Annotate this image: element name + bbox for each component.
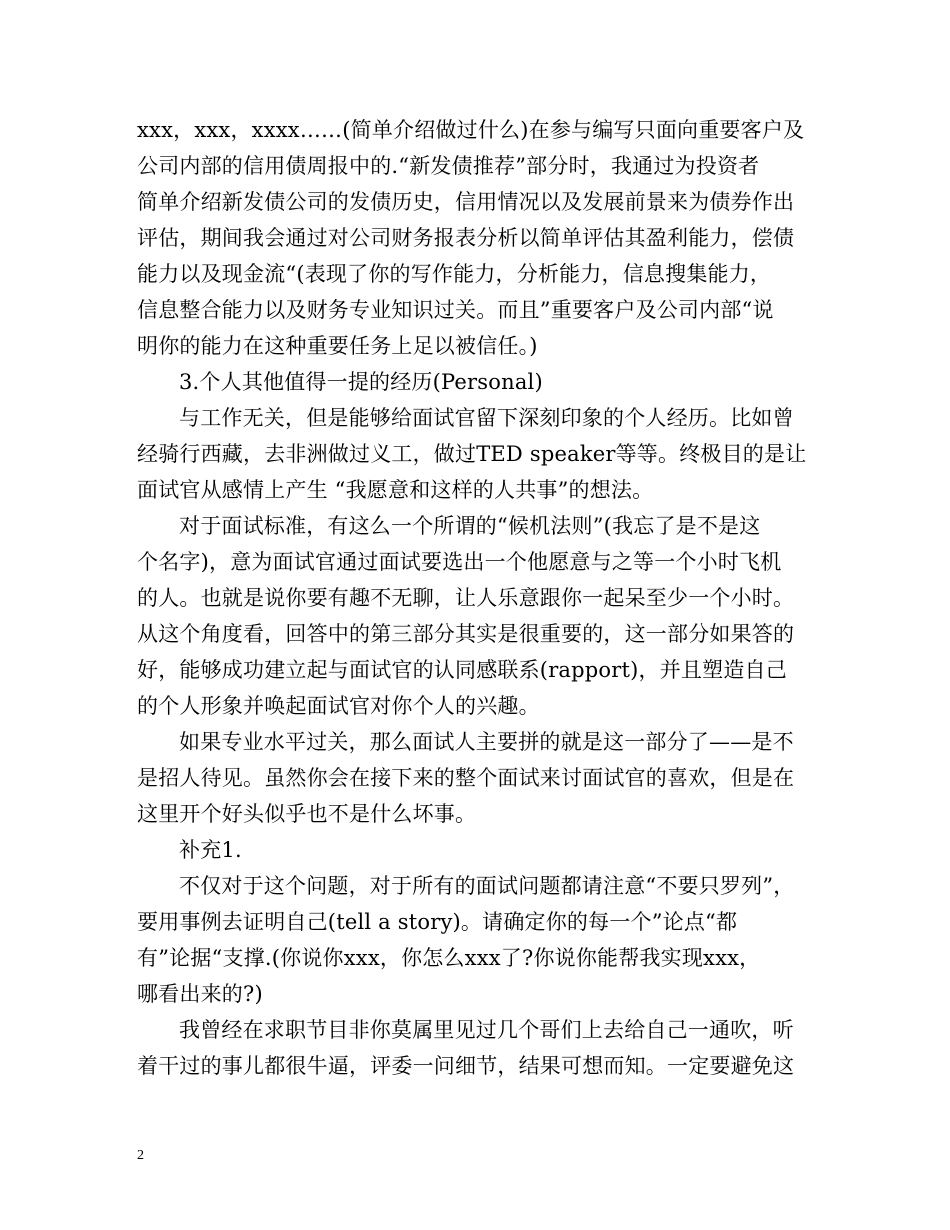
text-line: 有”论据“支撑.(你说你xxx，你怎么xxx了?你说你能帮我实现xxx， (137, 946, 761, 970)
text-line: xxx，xxx，xxxx……(简单介绍做过什么)在参与编写只面向重要客户及 (137, 118, 805, 142)
text-line: 与工作无关，但是能够给面试官留下深刻印象的个人经历。比如曾 (179, 406, 794, 430)
text-line: 经骑行西藏，去非洲做过义工，做过TED speaker等等。终极目的是让 (137, 442, 807, 466)
page-number: 2 (137, 1148, 144, 1163)
text-line: 这里开个好头似乎也不是什么坏事。 (137, 802, 477, 826)
section-heading: 补充1. (179, 838, 242, 862)
text-line: 明你的能力在这种重要任务上足以被信任。) (137, 334, 538, 358)
text-line: 着干过的事儿都很牛逼，评委一问细节，结果可想而知。一定要避免这 (137, 1054, 795, 1078)
text-line: 的人。也就是说你要有趣不无聊，让人乐意跟你一起呆至少一个小时。 (137, 586, 795, 610)
document-body (137, 112, 817, 1084)
text-line: 面试官从感情上产生 “我愿意和这样的人共事”的想法。 (137, 478, 654, 502)
text-line: 好，能够成功建立起与面试官的认同感联系(rapport)，并且塑造自己 (137, 658, 787, 682)
text-line: 如果专业水平过关，那么面试人主要拼的就是这一部分了——是不 (179, 730, 794, 754)
text-line: 信息整合能力以及财务专业知识过关。而且”重要客户及公司内部“说 (137, 298, 774, 322)
text-line: 不仅对于这个问题，对于所有的面试问题都请注意“不要只罗列”， (179, 874, 795, 898)
text-line: 要用事例去证明自己(tell a story)。请确定你的每一个”论点“都 (137, 910, 738, 934)
text-line: 评估，期间我会通过对公司财务报表分析以简单评估其盈利能力，偿债 (137, 226, 795, 250)
text-line: 公司内部的信用债周报中的.“新发债推荐”部分时，我通过为投资者 (137, 154, 760, 178)
text-line: 我曾经在求职节目非你莫属里见过几个哥们上去给自己一通吹，听 (179, 1018, 794, 1042)
text-line: 从这个角度看，回答中的第三部分其实是很重要的，这一部分如果答的 (137, 622, 795, 646)
text-line: 对于面试标准，有这么一个所谓的“候机法则”(我忘了是不是这 (179, 514, 761, 538)
text-line: 能力以及现金流“(表现了你的写作能力，分析能力，信息搜集能力， (137, 262, 772, 286)
section-heading: 3.个人其他值得一提的经历(Personal) (179, 370, 543, 394)
text-line: 简单介绍新发债公司的发债历史，信用情况以及发展前景来为债券作出 (137, 190, 795, 214)
text-line: 个名字)，意为面试官通过面试要选出一个他愿意与之等一个小时飞机 (137, 550, 782, 574)
text-line: 的个人形象并唤起面试官对你个人的兴趣。 (137, 694, 540, 718)
text-line: 是招人待见。虽然你会在接下来的整个面试来讨面试官的喜欢，但是在 (137, 766, 795, 790)
text-line: 哪看出来的?) (137, 982, 263, 1006)
